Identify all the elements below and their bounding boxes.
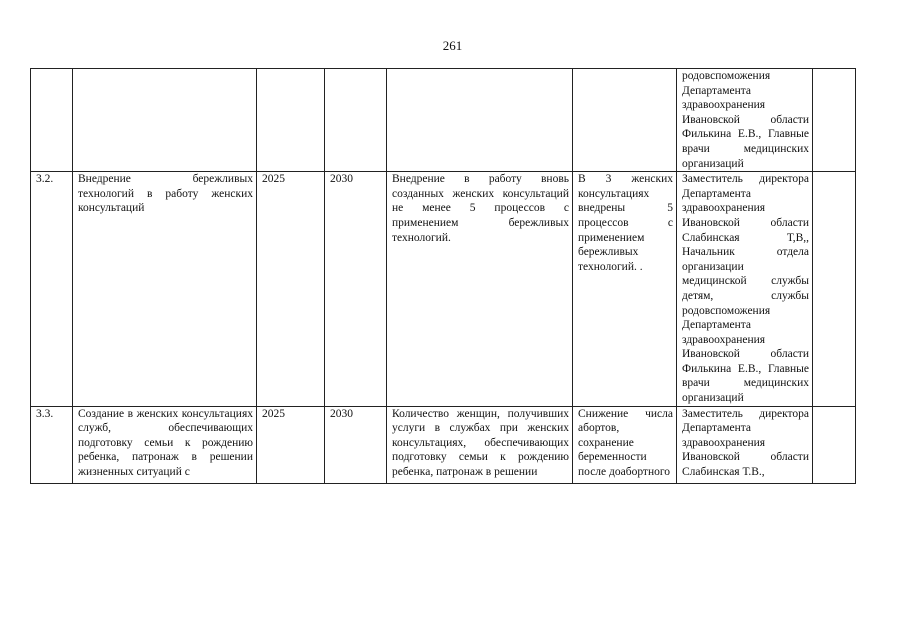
start-year-cell <box>257 69 325 172</box>
extra-cell <box>813 406 856 483</box>
responsible-cell <box>677 406 813 483</box>
measure-name-cell <box>73 69 257 172</box>
indicator-cell: Внедрение в работу вновь созданных женских консультаций не менее 5 процессов с применением бережливых технологий. <box>387 172 573 407</box>
row-number-cell <box>31 69 73 172</box>
table-row <box>31 172 856 407</box>
responsible-cell: Заместитель директора Департамента здравоохранения Ивановской области Слабинская Т,В,, Начальник отдела организации медицинской службы детям, службы родовспоможения Департамента здравоохранения Ивановской области Филькина Е.В., Главные врачи медицинских организаций <box>677 172 813 407</box>
extra-cell <box>813 69 856 172</box>
result-cell: В 3 женских консультациях внедрены 5 процессов с применением бережливых технологий. . <box>573 172 677 407</box>
indicator-cell <box>387 406 573 483</box>
end-year-cell <box>325 69 387 172</box>
responsible-text: Заместитель директора Департамента здравоохранения Ивановской области Слабинская Т.В., <box>682 407 809 479</box>
end-year-cell: 2030 <box>325 172 387 407</box>
responsible-cell: родовспоможения Департамента здравоохранения Ивановской области Филькина Е.В., Главные врачи медицинских организаций <box>677 69 813 172</box>
extra-cell <box>813 172 856 407</box>
start-year-cell: 2025 <box>257 172 325 407</box>
row-number-cell: 3.2. <box>31 172 73 407</box>
indicator-cell <box>387 69 573 172</box>
row-number-text: 3.3. <box>36 407 54 420</box>
end-year-cell <box>325 406 387 483</box>
measures-table <box>30 68 856 484</box>
result-cell <box>573 69 677 172</box>
indicator-text: Количество женщин, получивших услуги в службах при женских консультациях, обеспечивающих подготовку семьи к рождению ребенка, патронаж в решении <box>392 407 569 479</box>
measure-name-cell: Внедрение бережливых технологий в работу женских консультаций <box>73 172 257 407</box>
table-row <box>31 406 856 483</box>
extra-text <box>818 407 852 483</box>
result-text: Снижение числа абортов, сохранение беременности после доабортного <box>578 407 673 479</box>
row-number-cell <box>31 406 73 483</box>
end-year-text: 2030 <box>330 407 353 420</box>
table-row <box>31 69 856 172</box>
start-year-text: 2025 <box>262 407 285 420</box>
result-cell <box>573 406 677 483</box>
page-number: 261 <box>442 38 463 53</box>
measure-name-cell <box>73 406 257 483</box>
start-year-cell <box>257 406 325 483</box>
measure-name-text: Создание в женских консультациях служб, обеспечивающих подготовку семьи к рождению ребенка, патронаж в решении жизненных ситуаций с <box>78 407 253 479</box>
